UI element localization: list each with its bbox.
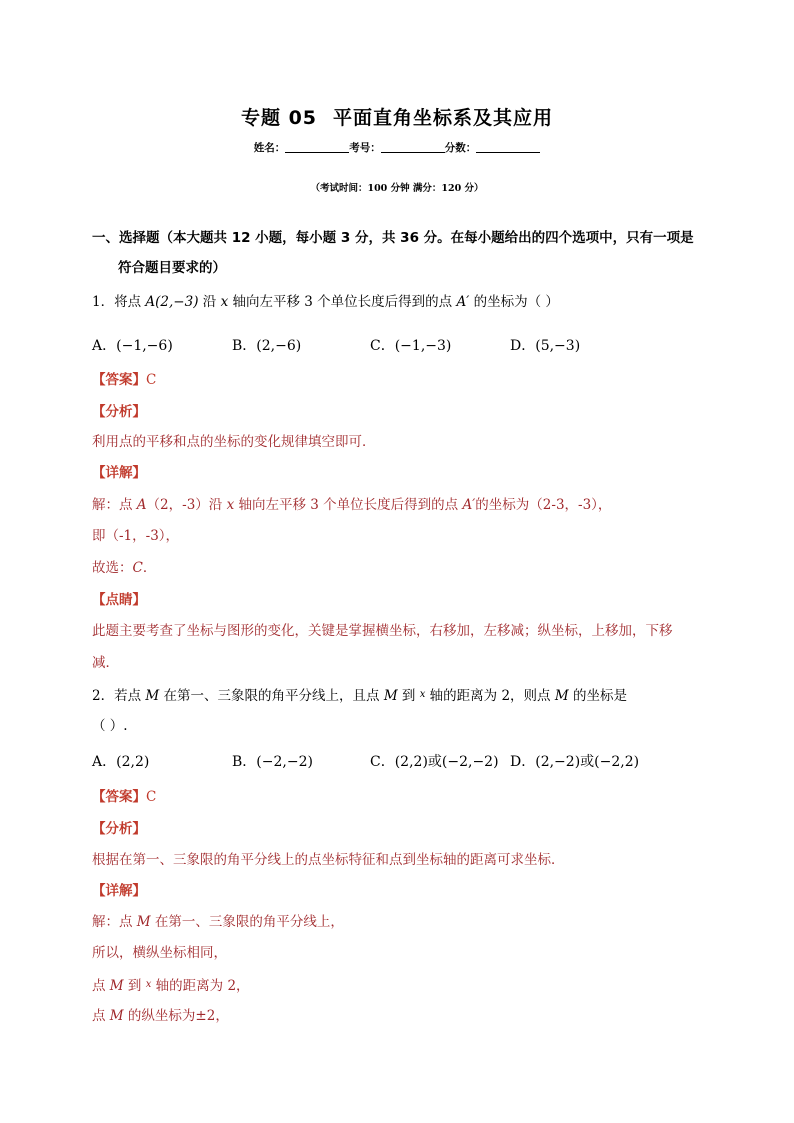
score-blank[interactable] bbox=[476, 141, 540, 153]
q2-detail-line4: 点 M 的纵坐标为±2， bbox=[92, 1008, 229, 1024]
q2-detail-line1: 解：点 M 在第一、三象限的角平分线上， bbox=[92, 914, 344, 930]
q1-comment-line1: 此题主要考查了坐标与图形的变化，关键是掌握横坐标，右移加，左移减；纵坐标，上移加，下移 bbox=[92, 623, 673, 639]
q1-stem: 1．将点 A(2,−3) 沿 x 轴向左平移 3 个单位长度后得到的点 A′ 的坐标为（ ） bbox=[92, 294, 559, 310]
q2-analysis: 根据在第一、三象限的角平分线上的点坐标特征和点到坐标轴的距离可求坐标． bbox=[92, 852, 565, 868]
q1-option-b[interactable]: B．(2,−6) bbox=[232, 338, 302, 354]
name-label: 姓名： bbox=[253, 142, 286, 154]
q2-option-d[interactable]: D．(2,−2)或(−2,2) bbox=[510, 754, 640, 770]
name-blank[interactable] bbox=[285, 141, 349, 153]
q1-detail-line3: 故选：C． bbox=[92, 560, 157, 576]
q2-stem-line2: （ ）. bbox=[92, 718, 128, 734]
q2-option-a[interactable]: A．(2,2) bbox=[92, 754, 150, 770]
q1-analysis: 利用点的平移和点的坐标的变化规律填空即可． bbox=[92, 434, 376, 450]
q1-detail-tag: 【详解】 bbox=[92, 465, 146, 481]
q2-option-b[interactable]: B．(−2,−2) bbox=[232, 754, 313, 770]
q2-detail-line2: 所以，横纵坐标相同， bbox=[92, 945, 227, 961]
q1-detail-line1: 解：点 A（2，-3）沿 x 轴向左平移 3 个单位长度后得到的点 A′的坐标为（2-3，-3）， bbox=[92, 497, 612, 513]
exam-time-note: （考试时间：100 分钟 满分：120 分） bbox=[310, 183, 484, 194]
q1-comment-tag: 【点睛】 bbox=[92, 592, 146, 608]
q2-analysis-tag: 【分析】 bbox=[92, 821, 146, 837]
score-label: 分数： bbox=[444, 142, 477, 154]
q2-detail-line3: 点 M 到 $^x$ 轴的距离为 2， bbox=[92, 978, 250, 994]
q1-comment-line2: 减． bbox=[92, 655, 119, 671]
section-heading: 一、选择题（本大题共 12 小题，每小题 3 分，共 36 分。在每小题给出的四个选项中，只有一项是 bbox=[92, 230, 694, 246]
q1-answer: 【答案】C bbox=[92, 372, 157, 388]
q1-option-d[interactable]: D．(5,−3) bbox=[510, 338, 581, 354]
q1-detail-line2: 即（-1，-3）， bbox=[92, 528, 180, 544]
q2-option-c[interactable]: C．(2,2)或(−2,−2) bbox=[370, 754, 499, 770]
title-topic-number: 专题 05 bbox=[240, 107, 318, 129]
q1-option-c[interactable]: C．(−1,−3) bbox=[370, 338, 452, 354]
q2-detail-tag: 【详解】 bbox=[92, 883, 146, 899]
page-title bbox=[0, 103, 794, 130]
student-info-line bbox=[0, 140, 794, 155]
q1-analysis-tag: 【分析】 bbox=[92, 404, 146, 420]
q2-answer: 【答案】C bbox=[92, 789, 157, 805]
section-heading-cont: 符合题目要求的） bbox=[118, 260, 226, 276]
title-topic-name: 平面直角坐标系及其应用 bbox=[333, 107, 554, 129]
exam-number-label: 考号： bbox=[349, 142, 381, 154]
q1-option-a[interactable]: A．(−1,−6) bbox=[92, 338, 173, 354]
exam-number-blank[interactable] bbox=[381, 141, 445, 153]
q2-stem-line1: 2．若点 M 在第一、三象限的角平分线上，且点 M 到 $^x$ 轴的距离为 2，则点 M 的坐标是 bbox=[92, 688, 627, 704]
q1-point: A(2,−3) bbox=[145, 294, 199, 310]
